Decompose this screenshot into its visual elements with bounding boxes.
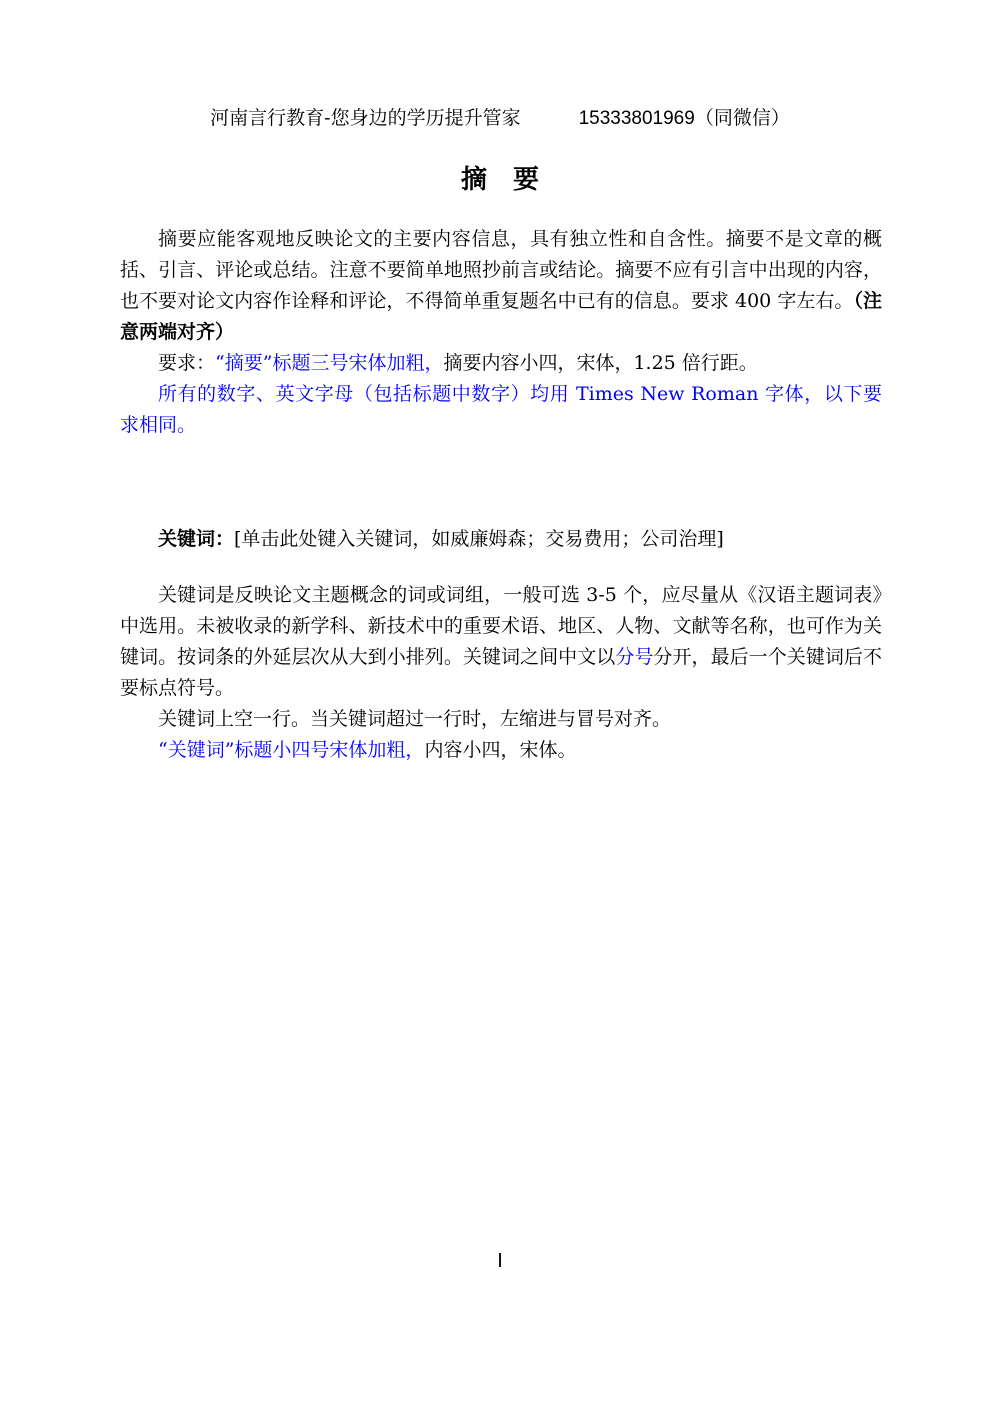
- guide-semicolon-note: 分号: [615, 646, 654, 668]
- guide-text-a: 关键词是反映论文主题概念的词或词组，一般可选 3-5 个，应尽量从《汉语主题词表》中选用。未被收录的新学科、新技术中的重要术语、地区、人物、文献等名称，也可作为关键词。按词条的外延层次从大到小排列。关键词之间中文以: [120, 584, 882, 668]
- keywords-format-note: [120, 735, 882, 766]
- requirement-prefix: 要求：: [158, 352, 216, 374]
- header-phone: 15333801969: [578, 108, 695, 129]
- abstract-requirement: [120, 348, 882, 379]
- page-title: 摘要: [460, 165, 565, 195]
- abstract-bold-note: （注意两端对齐）: [120, 290, 882, 343]
- requirement-title-format: “摘要”标题三号宋体加粗，: [215, 352, 444, 374]
- keywords-title-format: “关键词”标题小四号宋体加粗，: [158, 739, 425, 761]
- keywords-spacing-note: 关键词上空一行。当关键词超过一行时，左缩进与冒号对齐。: [158, 708, 672, 730]
- page-header: [0, 104, 1000, 133]
- keywords-placeholder[interactable]: [单击此处键入关键词，如威廉姆森；交易费用；公司治理]: [234, 528, 724, 550]
- keywords-guide-section: [120, 580, 882, 766]
- header-org: 河南言行教育-您身边的学历提升管家: [210, 107, 521, 129]
- keywords-paragraph: [120, 524, 882, 555]
- abstract-paragraph: [120, 224, 882, 348]
- keywords-line: [120, 524, 882, 555]
- requirement-body-format: 摘要内容小四，宋体，1.25 倍行距。: [443, 352, 758, 374]
- keywords-guide-paragraph: [120, 580, 882, 704]
- guide-text-b: 分开，最后一个关键词后不要标点符号。: [120, 646, 882, 699]
- abstract-text: 摘要应能客观地反映论文的主要内容信息，具有独立性和自含性。摘要不是文章的概括、引言、评论或总结。注意不要简单地照抄前言或结论。摘要不应有引言中出现的内容，也不要对论文内容作诠释和评论，不得简单重复题名中已有的信息。要求 400 字左右。: [120, 228, 882, 312]
- header-phone-note: （同微信）: [694, 107, 790, 129]
- page-number: I: [497, 1250, 503, 1272]
- keywords-label: 关键词：: [158, 528, 235, 550]
- keywords-body-format: 内容小四，宋体。: [424, 739, 577, 761]
- abstract-section: [120, 224, 882, 441]
- font-requirement: 所有的数字、英文字母（包括标题中数字）均用 Times New Roman 字体，以下要求相同。: [120, 383, 882, 436]
